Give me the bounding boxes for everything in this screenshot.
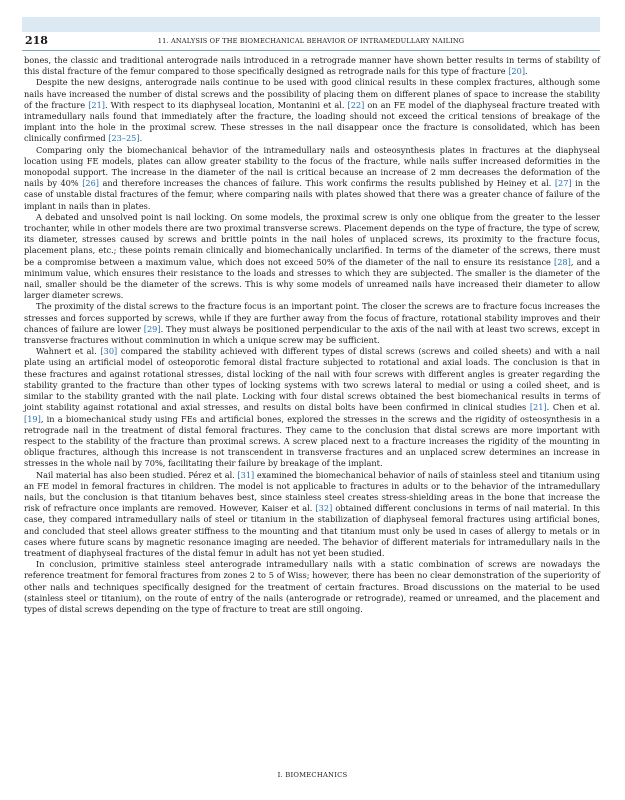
citation-link[interactable]: [26] (82, 178, 99, 189)
text-run: . (139, 133, 143, 144)
header-rule (22, 50, 600, 51)
body-paragraph (24, 212, 600, 302)
body-paragraph (24, 346, 600, 469)
text-run: Wahnert et al. (36, 346, 101, 357)
text-run: . (525, 66, 528, 77)
footer-section-label: I. BIOMECHANICS (277, 771, 348, 779)
text-run: Comparing only the biomechanical behavior of the intramedullary nails and osteosynthesis plates in fractures at the diaphyseal location using FE models, plates can allow greater stability to the focus of the fracture, while nails suffer increased deformities in the monopodal support. The increase in the diameter of the nail is critical because an increase of 2 mm decreases the deformation of the nails by 40% (24, 144, 600, 189)
text-run: The proximity of the distal screws to the fracture focus is an important point. The closer the screws are to fracture focus increases the stresses and forces supported by screws, while if they are further away from the focus of fracture, rotational stability improves and their chances of failure are lower (24, 301, 600, 334)
text-run: , in a biomechanical study using FEs and artificial bones, explored the stresses in the screws and the rigidity of osteosynthesis in a retrograde nail in the treatment of distal femoral fractures. They came to the conclusion that distal screws are more important with respect to the stability of the fracture than proximal screws. A screw placed next to a fracture increases the rigidity of the mounting in oblique fractures, although this increase is not transcendent in transverse fractures and an unplaced screw determines an increase in stresses in the whole nail by 70%, facilitating their failure by breakage of the implant. (24, 413, 600, 469)
citation-link[interactable]: [32] (315, 503, 333, 514)
text-run: , and a minimum value, which ensures their resistance to the loads and stresses to which they are subjected. The smaller is the diameter of the nail, smaller should be the diameter of the screws. This is why some models of unreamed nails have increased their diameter to allow larger diameter screws. (24, 256, 600, 301)
body-paragraph (24, 470, 600, 560)
running-head: 11. ANALYSIS OF THE BIOMECHANICAL BEHAVIOR OF INTRAMEDULLARY NAILING (157, 37, 465, 45)
text-run: Nail material has also been studied. Pérez et al. (36, 469, 238, 480)
header-color-band (22, 17, 600, 32)
text-run: compared the stability achieved with different types of distal screws (screws and coiled sheets) and with a nail plate using an artificial model of osteoporotic femoral distal fracture subjected to rotational and axial loads. The conclusion is that in these fractures and against rotational stresses, distal locking of the nail with four screws with different angles is greater regarding the stability granted to the fracture than other types of locking systems with two screws lateral to medial or using a coiled sheet, and is similar to the stability granted with the nail plate. Locking with four distal screws obtained the best biomechanical results in terms of joint stability against rotational and axial stresses, and results on distal bolts have been confirmed in clinical studies (24, 346, 600, 413)
text-run: on an FE model of the diaphyseal fracture treated with intramedullary nails found that immediately after the fracture, the loading should not exceed the critical tensions of breakage of the implant into the hole in the proximal screw. These stresses in the nail disappear once the fracture is consolidated, which has been clinically confirmed (24, 99, 600, 144)
text-run: bones, the classic and traditional anterograde nails introduced in a retrograde manner have shown better results in terms of stability of this distal fracture of the femur compared to those specifically designed as retrograde nails for this type of fracture (24, 55, 600, 77)
citation-link[interactable]: [29] (143, 323, 161, 334)
citation-link[interactable]: [20] (508, 66, 526, 77)
body-text (24, 55, 600, 615)
citation-link[interactable]: [28] (554, 256, 571, 267)
citation-link[interactable]: [22] (347, 99, 365, 110)
body-paragraph (24, 301, 600, 346)
body-paragraph (24, 145, 600, 212)
citation-link[interactable]: [21] (88, 99, 105, 110)
text-run: in the case of unstable distal fractures of the femur, where comparing nails with plates showed that there was a greater chance of failure of the implant in nails than in plates. (24, 178, 600, 211)
text-run: . Chen et al. (546, 402, 600, 413)
text-run: . With respect to its diaphyseal location, Montanini et al. (105, 99, 348, 110)
page-number: 218 (25, 34, 48, 47)
citation-link[interactable]: [23–25] (108, 133, 140, 144)
citation-link[interactable]: [27] (554, 178, 572, 189)
citation-link[interactable]: [31] (237, 469, 255, 480)
text-run: obtained different conclusions in terms of nail material. In this case, they compared intramedullary nails of steel or titanium in the stabilization of diaphyseal femoral fractures using artificial bones, and concluded that steel allows greater stiffness to the mounting and that titanium must only be used in cases of allergy to metals or in cases where future scans by magnetic resonance imaging are needed. The behavior of different materials for intramedullary nails in the treatment of diaphyseal fractures of the distal femur in adult has not yet been studied. (24, 503, 601, 558)
body-paragraph (24, 77, 600, 144)
text-run: In conclusion, primitive stainless steel anterograde intramedullary nails with a static combination of screws are nowadays the reference treatment for femoral fractures from zones 2 to 5 of Wiss; however, there has been no clear demonstration of the superiority of other nails and techniques specifically designed for the treatment of certain fractures. Broad discussions on the material to be used (stainless steel or titanium), on the route of entry of the nails (anterograde or retrograde), reamed or unreamed, and the placement and types of distal screws depending on the type of fracture to treat are still ongoing. (24, 559, 600, 614)
body-paragraph (24, 55, 600, 77)
citation-link[interactable]: [21] (529, 402, 547, 413)
text-run: . They must always be positioned perpendicular to the axis of the nail with at least two screws, except in transverse fractures without comminution in which a unique screw may be sufficient. (24, 323, 600, 346)
citation-link[interactable]: [19] (24, 413, 41, 424)
text-run: and therefore increases the chances of failure. This work confirms the results published by Heiney et al. (99, 178, 555, 189)
page-header (22, 34, 600, 48)
body-paragraph (24, 559, 600, 615)
text-run: Despite the new designs, anterograde nails continue to be used with good clinical results in these complex fractures, although some nails have increased the number of distal screws and the possibility of placing them on different planes of space to increase the stability of the fracture (24, 77, 600, 110)
citation-link[interactable]: [30] (100, 346, 118, 357)
text-run: examined the biomechanical behavior of nails of stainless steel and titanium using an FE model in femoral fractures in children. The model is not applicable to fractures in adults or to the behavior of the intramedullary nails, but the conclusion is that titanium behaves best, since stainless steel creates stress-shielding areas in the bone that increase the risk of refracture once implants are removed. However, Kaiser et al. (24, 469, 600, 514)
text-run: A debated and unsolved point is nail locking. On some models, the proximal screw is only one oblique from the greater to the lesser trochanter, while in other models there are two proximal transverse screws. Placement depends on the type of fracture, the type of screw, its diameter, stresses caused by screws and brittle points in the nail holes of unplaced screws, its proximity to the fracture focus, placement plans, etc.; these points remain clinically and biomechanically unclarified. In terms of the diameter of the screws, there must be a compromise between a maximum value, which does not exceed 50% of the diameter of the nail to ensure its resistance (24, 211, 600, 267)
